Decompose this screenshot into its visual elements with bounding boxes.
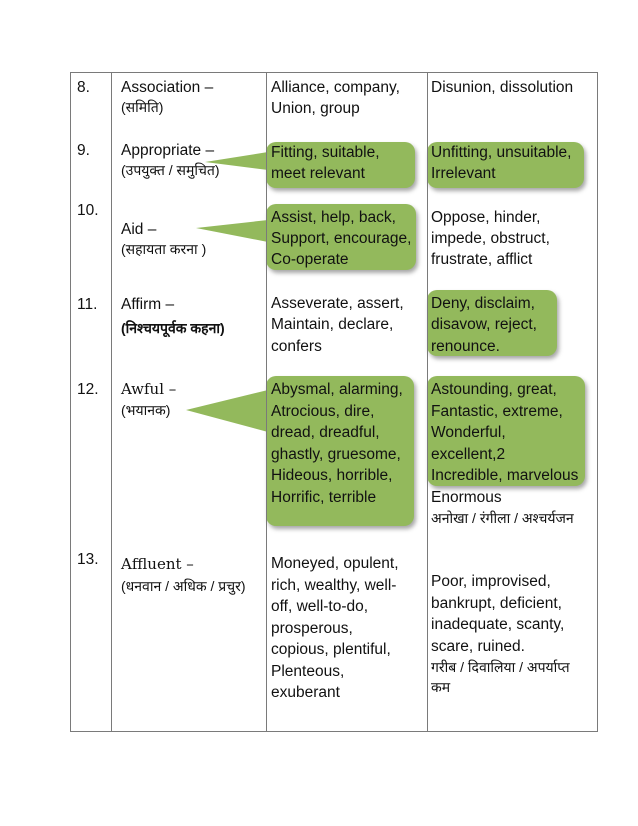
- antonym-line: Disunion, dissolution: [431, 79, 574, 96]
- antonym-line: Enormous: [431, 489, 502, 506]
- antonym-hindi: गरीब / दिवालिया / अपर्याप्त: [431, 659, 570, 675]
- antonym-line: Wonderful,: [431, 424, 506, 441]
- antonym-line: disavow, reject,: [431, 316, 537, 333]
- synonym-line: Maintain, declare,: [271, 316, 394, 333]
- row-number: 13.: [77, 551, 99, 568]
- synonym-line: copious, plentiful,: [271, 641, 391, 658]
- column-divider-1: [111, 73, 112, 731]
- synonym-line: Assist, help, back,: [271, 209, 396, 226]
- column-divider-2: [266, 73, 267, 731]
- synonym-line: Abysmal, alarming,: [271, 381, 403, 398]
- word-hindi: (उपयुक्त / समुचित): [121, 162, 220, 178]
- synonym-line: Alliance, company,: [271, 79, 400, 96]
- antonym-hindi: कम: [431, 679, 451, 695]
- word: Appropriate –: [121, 142, 215, 159]
- antonym-line: scare, ruined.: [431, 638, 525, 655]
- antonym-line: Irrelevant: [431, 165, 496, 182]
- synonym-line: Co-operate: [271, 251, 349, 268]
- synonym-line: dread, dreadful,: [271, 424, 380, 441]
- row-number: 11.: [77, 296, 98, 313]
- antonym-line: frustrate, afflict: [431, 251, 533, 268]
- synonym-line: Atrocious, dire,: [271, 403, 375, 420]
- synonym-line: ghastly, gruesome,: [271, 446, 401, 463]
- word: Aid –: [121, 221, 157, 238]
- word-hindi: (समिति): [121, 99, 164, 115]
- synonym-line: meet relevant: [271, 165, 365, 182]
- antonym-line: Astounding, great,: [431, 381, 557, 398]
- antonym-line: Poor, improvised,: [431, 573, 551, 590]
- antonym-line: Unfitting, unsuitable,: [431, 144, 572, 161]
- word-hindi: (निश्चयपूर्वक कहना): [121, 320, 225, 336]
- synonym-line: exuberant: [271, 684, 340, 701]
- row-number: 12.: [77, 381, 99, 398]
- antonym-line: excellent,2: [431, 446, 506, 463]
- synonym-line: prosperous,: [271, 620, 353, 637]
- antonym-line: Incredible, marvelous: [431, 467, 579, 484]
- synonym-line: Moneyed, opulent,: [271, 555, 399, 572]
- antonym-line: Fantastic, extreme,: [431, 403, 563, 420]
- antonym-line: Deny, disclaim,: [431, 295, 535, 312]
- antonym-line: renounce.: [431, 338, 500, 355]
- word-hindi: (सहायता करना ): [121, 241, 207, 257]
- synonym-line: Asseverate, assert,: [271, 295, 404, 312]
- synonym-line: off, well-to-do,: [271, 598, 369, 615]
- antonym-line: Oppose, hinder,: [431, 209, 541, 226]
- word: Association –: [121, 79, 214, 96]
- word: Affluent –: [121, 555, 194, 573]
- synonym-line: rich, wealthy, well-: [271, 577, 397, 594]
- word: Awful –: [121, 380, 177, 398]
- synonym-line: Support, encourage,: [271, 230, 412, 247]
- synonym-line: Horrific, terrible: [271, 489, 377, 506]
- synonym-line: Union, group: [271, 100, 360, 117]
- row-number: 8.: [77, 79, 90, 96]
- antonym-line: inadequate, scanty,: [431, 616, 565, 633]
- antonym-line: impede, obstruct,: [431, 230, 550, 247]
- antonym-hindi: अनोखा / रंगीला / अश्चर्यजन: [431, 510, 574, 526]
- antonym-line: bankrupt, deficient,: [431, 595, 562, 612]
- column-divider-3: [427, 73, 428, 731]
- row-number: 9.: [77, 142, 90, 159]
- synonym-line: Plenteous,: [271, 663, 345, 680]
- word: Affirm –: [121, 296, 175, 313]
- synonym-line: Fitting, suitable,: [271, 144, 380, 161]
- synonym-line: Hideous, horrible,: [271, 467, 393, 484]
- synonym-line: confers: [271, 338, 322, 355]
- word-hindi: (भयानक): [121, 402, 171, 418]
- row-number: 10.: [77, 202, 99, 219]
- word-hindi: (धनवान / अधिक / प्रचुर): [121, 578, 246, 594]
